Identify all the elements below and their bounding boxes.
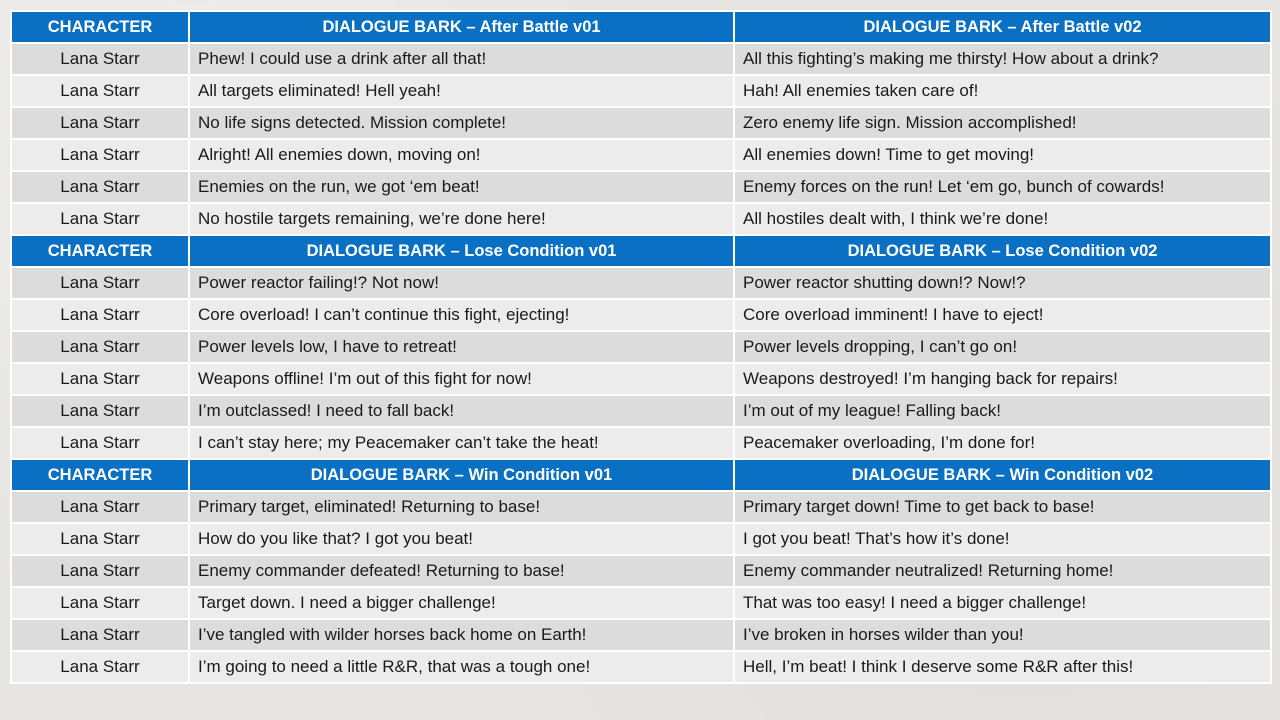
cell-dialogue-v01: Power reactor failing!? Not now! [189, 267, 734, 299]
section-header-row [11, 235, 1271, 267]
column-header-v02: DIALOGUE BARK – Lose Condition v02 [734, 235, 1271, 267]
cell-dialogue-v01: Phew! I could use a drink after all that! [189, 43, 734, 75]
cell-dialogue-v02: Core overload imminent! I have to eject! [734, 299, 1271, 331]
cell-character: Lana Starr [11, 43, 189, 75]
cell-character: Lana Starr [11, 651, 189, 683]
table-row [11, 587, 1271, 619]
column-header-v02: DIALOGUE BARK – Win Condition v02 [734, 459, 1271, 491]
table-row [11, 267, 1271, 299]
cell-character: Lana Starr [11, 555, 189, 587]
table-row [11, 427, 1271, 459]
cell-dialogue-v02: Primary target down! Time to get back to base! [734, 491, 1271, 523]
cell-dialogue-v01: Enemy commander defeated! Returning to base! [189, 555, 734, 587]
table-row [11, 171, 1271, 203]
cell-dialogue-v02: Power reactor shutting down!? Now!? [734, 267, 1271, 299]
cell-character: Lana Starr [11, 139, 189, 171]
cell-dialogue-v01: Power levels low, I have to retreat! [189, 331, 734, 363]
table-row [11, 107, 1271, 139]
cell-dialogue-v02: All hostiles dealt with, I think we’re done! [734, 203, 1271, 235]
cell-dialogue-v01: I’ve tangled with wilder horses back home on Earth! [189, 619, 734, 651]
cell-dialogue-v01: Primary target, eliminated! Returning to base! [189, 491, 734, 523]
dialogue-bark-table-container [10, 10, 1270, 682]
cell-dialogue-v02: That was too easy! I need a bigger challenge! [734, 587, 1271, 619]
cell-character: Lana Starr [11, 107, 189, 139]
cell-dialogue-v01: No hostile targets remaining, we’re done here! [189, 203, 734, 235]
cell-dialogue-v02: Enemy commander neutralized! Returning home! [734, 555, 1271, 587]
table-row [11, 75, 1271, 107]
table-row [11, 491, 1271, 523]
cell-dialogue-v02: I’m out of my league! Falling back! [734, 395, 1271, 427]
cell-dialogue-v02: I got you beat! That’s how it’s done! [734, 523, 1271, 555]
table-row [11, 555, 1271, 587]
table-row [11, 395, 1271, 427]
table-row [11, 331, 1271, 363]
table-row [11, 203, 1271, 235]
table-row [11, 651, 1271, 683]
cell-dialogue-v01: Core overload! I can’t continue this fight, ejecting! [189, 299, 734, 331]
table-row [11, 363, 1271, 395]
cell-dialogue-v01: All targets eliminated! Hell yeah! [189, 75, 734, 107]
section-header-row [11, 459, 1271, 491]
dialogue-bark-table [10, 10, 1272, 684]
cell-character: Lana Starr [11, 331, 189, 363]
table-row [11, 619, 1271, 651]
cell-dialogue-v01: No life signs detected. Mission complete! [189, 107, 734, 139]
column-header-v01: DIALOGUE BARK – Lose Condition v01 [189, 235, 734, 267]
column-header-v01: DIALOGUE BARK – After Battle v01 [189, 11, 734, 43]
cell-character: Lana Starr [11, 171, 189, 203]
cell-character: Lana Starr [11, 619, 189, 651]
cell-dialogue-v01: I’m going to need a little R&R, that was a tough one! [189, 651, 734, 683]
section-header-row [11, 11, 1271, 43]
cell-dialogue-v01: I can’t stay here; my Peacemaker can’t take the heat! [189, 427, 734, 459]
cell-dialogue-v02: Hah! All enemies taken care of! [734, 75, 1271, 107]
cell-dialogue-v02: Zero enemy life sign. Mission accomplished! [734, 107, 1271, 139]
column-header-character: CHARACTER [11, 11, 189, 43]
cell-dialogue-v02: All this fighting’s making me thirsty! How about a drink? [734, 43, 1271, 75]
cell-dialogue-v01: Alright! All enemies down, moving on! [189, 139, 734, 171]
cell-dialogue-v02: Peacemaker overloading, I’m done for! [734, 427, 1271, 459]
cell-dialogue-v01: How do you like that? I got you beat! [189, 523, 734, 555]
cell-character: Lana Starr [11, 427, 189, 459]
cell-dialogue-v02: I’ve broken in horses wilder than you! [734, 619, 1271, 651]
cell-dialogue-v01: Weapons offline! I’m out of this fight for now! [189, 363, 734, 395]
table-row [11, 523, 1271, 555]
column-header-character: CHARACTER [11, 235, 189, 267]
cell-dialogue-v01: Enemies on the run, we got ‘em beat! [189, 171, 734, 203]
table-row [11, 43, 1271, 75]
column-header-character: CHARACTER [11, 459, 189, 491]
cell-character: Lana Starr [11, 267, 189, 299]
cell-dialogue-v01: I’m outclassed! I need to fall back! [189, 395, 734, 427]
cell-character: Lana Starr [11, 75, 189, 107]
cell-character: Lana Starr [11, 299, 189, 331]
table-row [11, 139, 1271, 171]
cell-character: Lana Starr [11, 523, 189, 555]
cell-dialogue-v02: Enemy forces on the run! Let ‘em go, bunch of cowards! [734, 171, 1271, 203]
table-row [11, 299, 1271, 331]
cell-dialogue-v01: Target down. I need a bigger challenge! [189, 587, 734, 619]
cell-character: Lana Starr [11, 587, 189, 619]
cell-character: Lana Starr [11, 363, 189, 395]
cell-character: Lana Starr [11, 203, 189, 235]
cell-character: Lana Starr [11, 491, 189, 523]
cell-dialogue-v02: Power levels dropping, I can’t go on! [734, 331, 1271, 363]
cell-dialogue-v02: Weapons destroyed! I’m hanging back for repairs! [734, 363, 1271, 395]
cell-character: Lana Starr [11, 395, 189, 427]
cell-dialogue-v02: Hell, I’m beat! I think I deserve some R&R after this! [734, 651, 1271, 683]
cell-dialogue-v02: All enemies down! Time to get moving! [734, 139, 1271, 171]
column-header-v01: DIALOGUE BARK – Win Condition v01 [189, 459, 734, 491]
column-header-v02: DIALOGUE BARK – After Battle v02 [734, 11, 1271, 43]
